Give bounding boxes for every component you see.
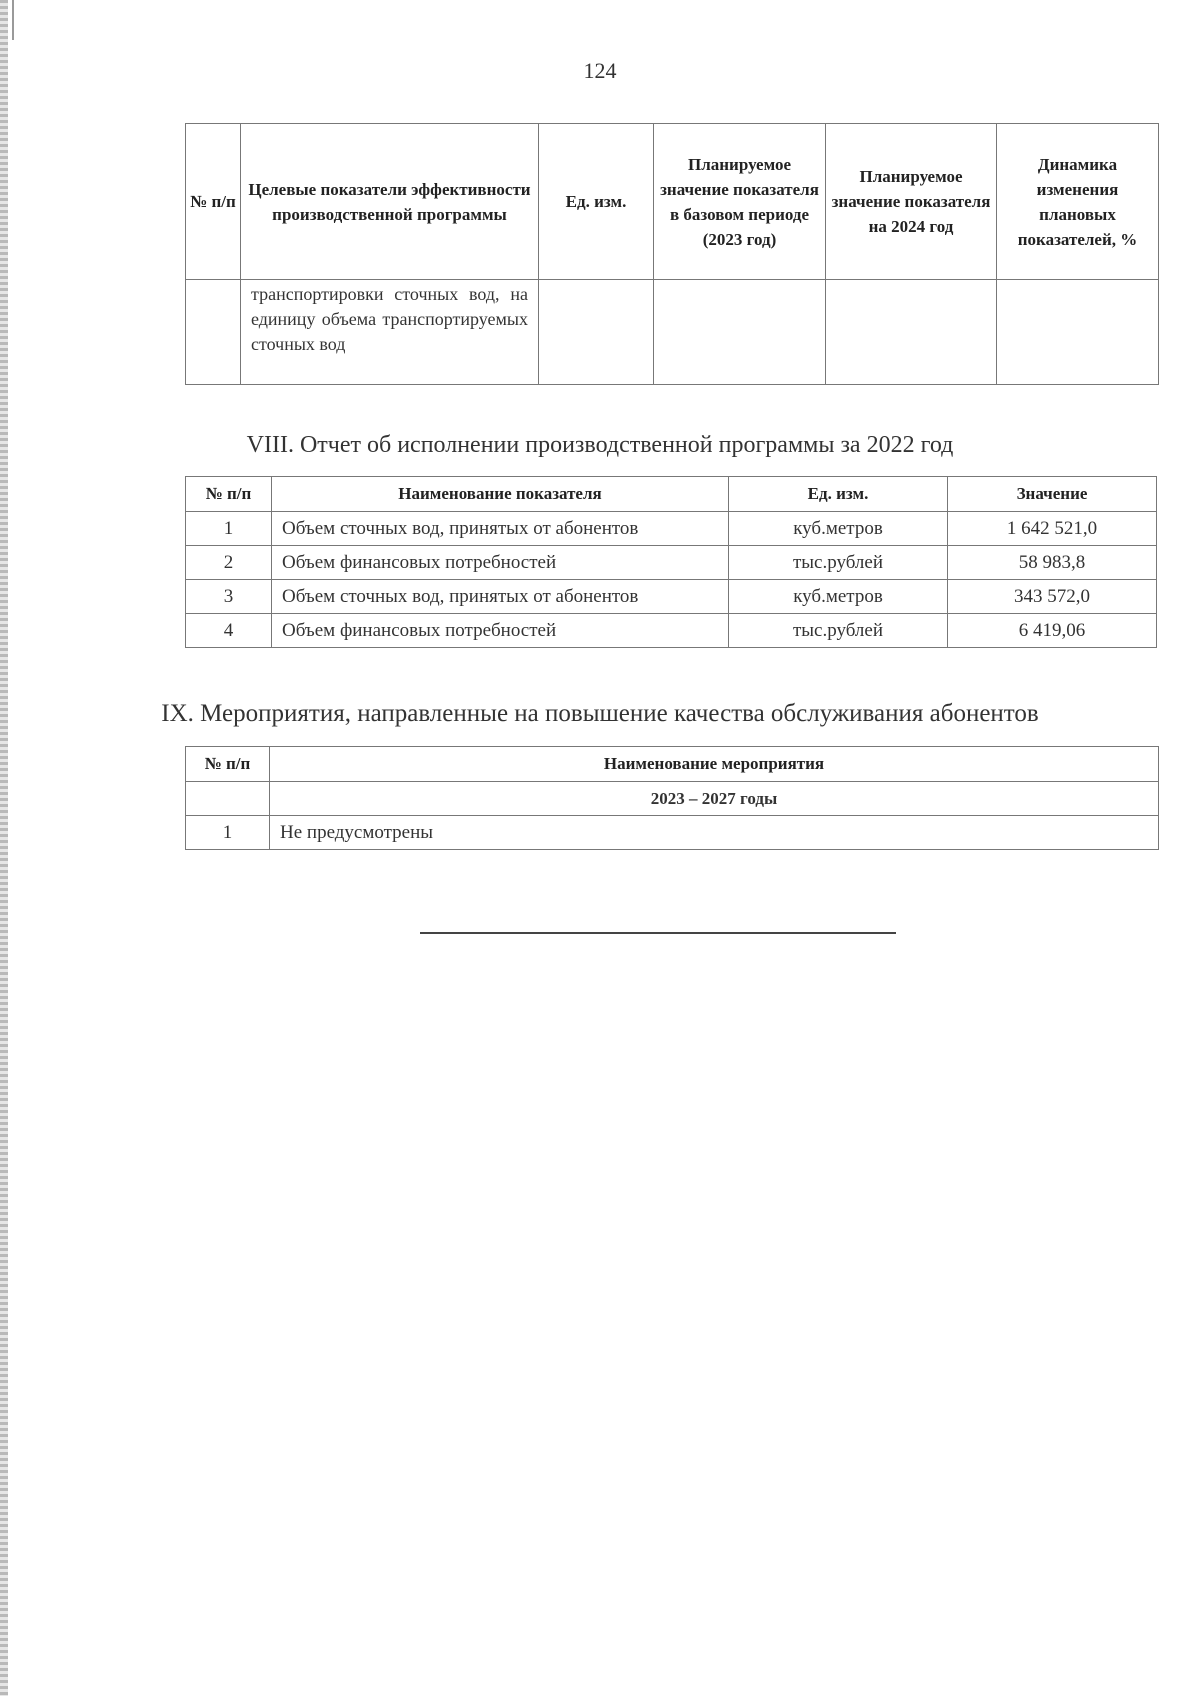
measures-table bbox=[185, 746, 1159, 850]
indicators-header-row bbox=[186, 124, 1159, 280]
cell-num: 2 bbox=[186, 546, 272, 580]
cell-plan-value bbox=[826, 280, 997, 385]
section-9-title: IX. Мероприятия, направленные на повышение качества обслуживания абонентов bbox=[161, 700, 1039, 727]
cell-base-value bbox=[654, 280, 826, 385]
cell-indicator-name: Объем финансовых потребностей bbox=[272, 614, 729, 648]
table-row bbox=[186, 816, 1159, 850]
section-8-title: VIII. Отчет об исполнении производственной программы за 2022 год bbox=[246, 432, 954, 458]
header-unit: Ед. изм. bbox=[729, 477, 948, 512]
cell-num: 1 bbox=[186, 512, 272, 546]
cell-unit: куб.метров bbox=[729, 580, 948, 614]
cell-indicator-name: Объем финансовых потребностей bbox=[272, 546, 729, 580]
table-row bbox=[186, 512, 1157, 546]
scan-edge-mark bbox=[12, 0, 14, 40]
table-row bbox=[186, 280, 1159, 385]
period-label: 2023 – 2027 годы bbox=[270, 782, 1159, 816]
header-num: № п/п bbox=[186, 747, 270, 782]
indicators-table bbox=[185, 123, 1159, 385]
cell-unit: тыс.рублей bbox=[729, 546, 948, 580]
cell-measure-name: Не предусмотрены bbox=[270, 816, 1159, 850]
cell-value: 6 419,06 bbox=[948, 614, 1157, 648]
report-table bbox=[185, 476, 1157, 648]
cell-empty bbox=[186, 782, 270, 816]
header-indicator-name: Наименование показателя bbox=[272, 477, 729, 512]
page-number: 124 bbox=[583, 58, 617, 83]
header-unit: Ед. изм. bbox=[539, 124, 654, 280]
cell-num bbox=[186, 280, 241, 385]
header-measure-name: Наименование мероприятия bbox=[270, 747, 1159, 782]
table-row bbox=[186, 546, 1157, 580]
cell-value: 1 642 521,0 bbox=[948, 512, 1157, 546]
cell-value: 58 983,8 bbox=[948, 546, 1157, 580]
cell-unit: куб.метров bbox=[729, 512, 948, 546]
header-value: Значение bbox=[948, 477, 1157, 512]
header-dynamics: Динамика изменения плановых показателей, % bbox=[997, 124, 1159, 280]
period-row bbox=[186, 782, 1159, 816]
cell-unit: тыс.рублей bbox=[729, 614, 948, 648]
cell-indicator-name: Объем сточных вод, принятых от абонентов bbox=[272, 512, 729, 546]
report-header-row bbox=[186, 477, 1157, 512]
cell-num: 1 bbox=[186, 816, 270, 850]
header-base-value: Планируемое значение показателя в базовом периоде (2023 год) bbox=[654, 124, 826, 280]
header-num: № п/п bbox=[186, 477, 272, 512]
header-num: № п/п bbox=[186, 124, 241, 280]
table-row bbox=[186, 580, 1157, 614]
header-plan-value: Планируемое значение показателя на 2024 год bbox=[826, 124, 997, 280]
cell-value: 343 572,0 bbox=[948, 580, 1157, 614]
cell-indicator-name: Объем сточных вод, принятых от абонентов bbox=[272, 580, 729, 614]
end-divider bbox=[420, 932, 896, 934]
header-indicator-name: Целевые показатели эффективности производственной программы bbox=[241, 124, 539, 280]
cell-num: 4 bbox=[186, 614, 272, 648]
cell-num: 3 bbox=[186, 580, 272, 614]
measures-header-row bbox=[186, 747, 1159, 782]
cell-indicator-name: транспортировки сточных вод, на единицу объема транспортируемых сточных вод bbox=[241, 280, 539, 385]
cell-dynamics bbox=[997, 280, 1159, 385]
cell-unit bbox=[539, 280, 654, 385]
scan-edge-strip bbox=[0, 0, 8, 1696]
table-row bbox=[186, 614, 1157, 648]
